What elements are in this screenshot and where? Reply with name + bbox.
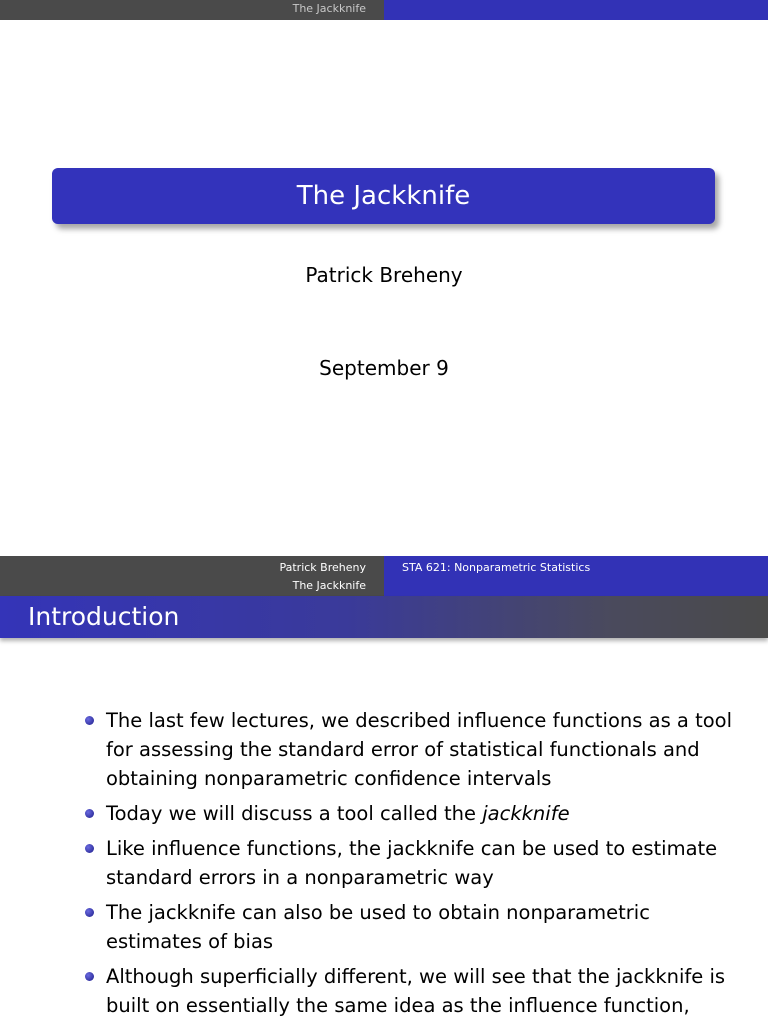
bullet-icon [85, 908, 94, 917]
bullet-text: Like influence functions, the jackknife can be used to estimate standard errors in a nonparametric way [106, 837, 718, 889]
footer-course: STA 621: Nonparametric Statistics [402, 561, 591, 574]
bullet-item [80, 898, 740, 956]
top-bar-right [384, 0, 768, 20]
presentation-title: The Jackknife [296, 181, 471, 211]
top-bar-left [0, 0, 384, 20]
bullet-item [80, 706, 740, 793]
bullet-item [80, 962, 740, 1020]
bullet-item [80, 799, 740, 828]
bullet-icon [85, 809, 94, 818]
top-bar-title: The Jackknife [292, 2, 366, 15]
bullet-list [80, 706, 740, 1026]
slide-top-bar [0, 0, 768, 20]
footer-right [384, 556, 768, 596]
bullet-icon [85, 716, 94, 725]
bullet-text: The jackknife can also be used to obtain nonparametric estimates of bias [106, 901, 650, 953]
footer-short-title: The Jackknife [292, 579, 366, 592]
presentation-date: September 9 [319, 356, 449, 380]
bullet-icon [85, 972, 94, 981]
bullet-icon [85, 844, 94, 853]
slide-heading: Introduction [28, 602, 180, 631]
bullet-text: The last few lectures, we described influence functions as a tool for assessing the standard error of statistical functionals and obtaining nonparametric confidence intervals [106, 709, 732, 790]
bullet-text: Although superficially different, we will see that the jackknife is built on essentially the same idea as the influence function, [106, 965, 726, 1017]
bullet-text: Today we will discuss a tool called the [106, 802, 483, 825]
title-box [52, 168, 715, 224]
slide-footer [0, 556, 768, 596]
footer-author: Patrick Breheny [279, 561, 366, 574]
slide-heading-bar [0, 596, 768, 638]
author-name: Patrick Breheny [305, 263, 463, 287]
footer-left [0, 556, 384, 596]
footer-author-block [279, 559, 366, 595]
bullet-emphasis: jackknife [482, 802, 570, 825]
bullet-item [80, 834, 740, 892]
